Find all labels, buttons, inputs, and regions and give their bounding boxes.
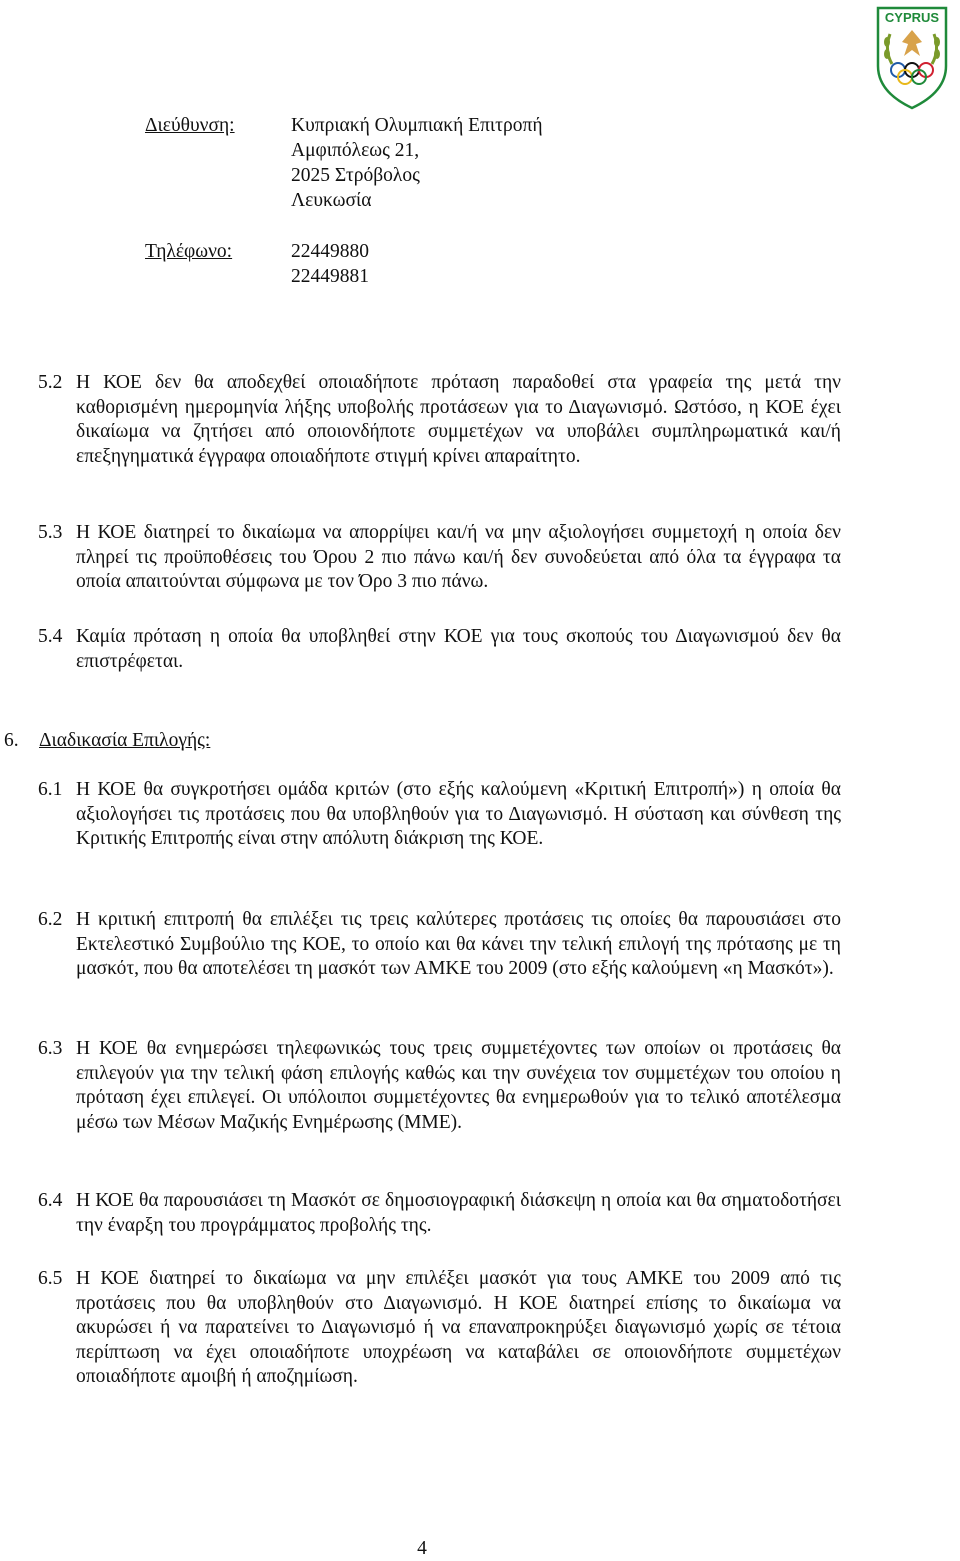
address-line: Αμφιπόλεως 21,	[291, 140, 420, 161]
cyprus-olympic-logo-graphic	[872, 0, 952, 112]
phone-lines	[291, 239, 543, 289]
paragraph-6-2	[38, 908, 841, 982]
cyprus-olympic-logo	[872, 0, 952, 112]
paragraph-text: Η ΚΟΕ θα παρουσιάσει τη Μασκότ σε δημοσιογραφική διάσκεψη η οποία και θα σηματοδοτήσει την έναρξη του προγράμματος προβολής της.	[76, 1190, 841, 1236]
paragraph-5-3	[38, 521, 841, 595]
paragraph-number: 5.2	[38, 372, 63, 393]
paragraph-text: Η ΚΟΕ δεν θα αποδεχθεί οποιαδήποτε πρόταση παραδοθεί στα γραφεία της μετά την καθορισμένη ημερομηνία λήξης υποβολής προτάσεων για το Διαγωνισμό. Ωστόσο, η ΚΟΕ έχει δικαίωμα να ζητήσει από οποιονδήποτε συμμετέχων να υποβάλει συμπληρωματικά και/ή επεξηγηματικά έγγραφα οποιαδήποτε στιγμή κρίνει απαραίτητο.	[76, 372, 841, 467]
paragraph-text: Η ΚΟΕ διατηρεί το δικαίωμα να απορρίψει και/ή να μην αξιολογήσει συμμετοχή η οποία δεν πληρεί τις προϋποθέσεις του Όρου 2 πιο πάνω και/ή δεν συνοδεύεται από όλα τα έγγραφα τα οποία απαιτούνται σύμφωνα με τον Όρο 3 πιο πάνω.	[76, 522, 841, 592]
paragraph-6-1	[38, 778, 841, 852]
logo-text: CYPRUS	[884, 10, 940, 25]
paragraph-text: Καμία πρόταση η οποία θα υποβληθεί στην ΚΟΕ για τους σκοπούς του Διαγωνισμού δεν θα επιστρέφεται.	[76, 626, 841, 672]
phone-row	[145, 239, 543, 289]
leaf-icon	[884, 49, 890, 59]
paragraph-number: 6.3	[38, 1038, 63, 1059]
section-title: Διαδικασία Επιλογής:	[39, 730, 211, 751]
paragraph-number: 5.3	[38, 522, 63, 543]
paragraph-number: 6.5	[38, 1268, 63, 1289]
leaf-icon	[884, 37, 890, 47]
phone-label: Τηλέφωνο:	[145, 241, 233, 262]
paragraph-text: Η ΚΟΕ διατηρεί το δικαίωμα να μην επιλέξει μασκότ για τους ΑΜΚΕ του 2009 από τις προτάσεις που θα υποβληθούν στο Διαγωνισμό. Η ΚΟΕ διατηρεί επίσης το δικαίωμα να ακυρώσει ή να παρατείνει το Διαγωνισμό ή να επαναπροκηρύξει διαγωνισμό χωρίς σε τέτοια περίπτωση να έχει οποιαδήποτε υποχρέωση να καταβάλει σε οποιονδήποτε συμμετέχων οποιαδήποτε αμοιβή ή αποζημίωση.	[76, 1268, 841, 1387]
paragraph-6-5	[38, 1267, 841, 1390]
address-line: Κυπριακή Ολυμπιακή Επιτροπή	[291, 115, 543, 136]
paragraph-6-3	[38, 1037, 841, 1135]
leaf-icon	[934, 49, 940, 59]
paragraph-number: 5.4	[38, 626, 63, 647]
paragraph-text: Η κριτική επιτροπή θα επιλέξει τις τρεις καλύτερες προτάσεις τις οποίες θα παρουσιάσει στο Εκτελεστικό Συμβούλιο της ΚΟΕ, το οποίο και θα κάνει την τελική επιλογή της πρότασης με τη μασκότ, που θα αποτελέσει τη μασκότ των ΑΜΚΕ του 2009 (στο εξής καλούμενη «η Μασκότ»).	[76, 909, 841, 979]
paragraph-text: Η ΚΟΕ θα ενημερώσει τηλεφωνικώς τους τρεις συμμετέχοντες των οποίων οι προτάσεις θα επιλεγούν για την τελική φάση επιλογής καθώς και την συνέχεια τον συμμετέχων του οποίου η πρόταση έχει επιλεγεί. Οι υπόλοιποι συμμετέχοντες θα ενημερωθούν για το τελικό αποτέλεσμα μέσω των Μέσων Μαζικής Ενημέρωσης (ΜΜΕ).	[76, 1038, 841, 1133]
address-line: Λευκωσία	[291, 190, 372, 211]
contact-block	[145, 113, 543, 289]
address-row	[145, 113, 543, 213]
paragraph-text: Η ΚΟΕ θα συγκροτήσει ομάδα κριτών (στο εξής καλούμενη «Κριτική Επιτροπή») η οποία θα αξιολογήσει τις προτάσεις που θα υποβληθούν για το Διαγωνισμό. Η σύσταση και σύνθεση της Κριτικής Επιτροπής είναι στην απόλυτη διάκριση της ΚΟΕ.	[76, 779, 841, 849]
address-line: 2025 Στρόβολος	[291, 165, 420, 186]
paragraph-5-2	[38, 371, 841, 469]
paragraph-number: 6.2	[38, 909, 63, 930]
leaf-icon	[934, 37, 940, 47]
paragraph-number: 6.4	[38, 1190, 63, 1211]
paragraph-6-4	[38, 1189, 841, 1238]
address-lines	[291, 113, 543, 213]
phone-line: 22449881	[291, 266, 369, 287]
address-label: Διεύθυνση:	[145, 115, 235, 136]
section-number: 6.	[4, 730, 19, 751]
page-number: 4	[417, 1538, 427, 1559]
phone-line: 22449880	[291, 241, 369, 262]
paragraph-5-4	[38, 625, 841, 674]
section-6-heading	[4, 729, 210, 753]
paragraph-number: 6.1	[38, 779, 63, 800]
